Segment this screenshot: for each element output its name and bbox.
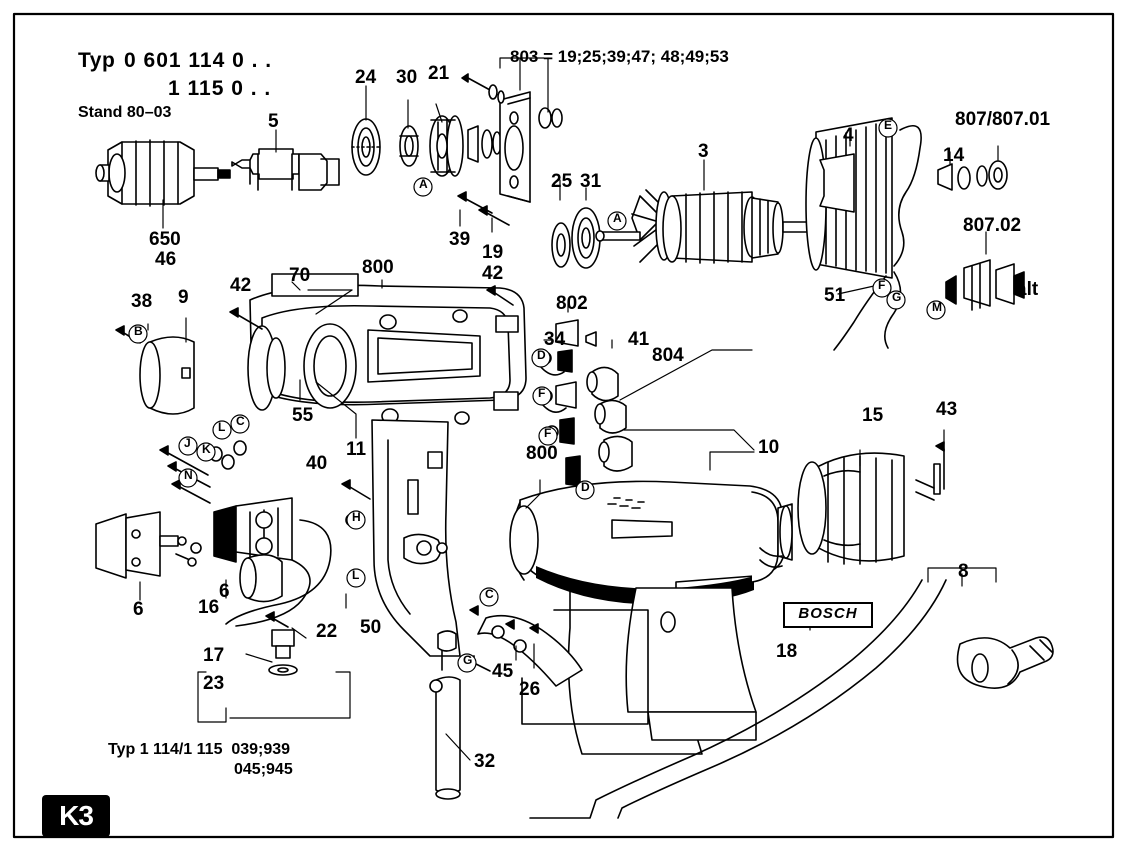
washer-30 xyxy=(400,126,418,166)
callout-9: 9 xyxy=(178,287,189,308)
field-coil-15 xyxy=(798,453,904,564)
callout-22: 22 xyxy=(316,621,338,642)
ref-letter-d2: C xyxy=(485,587,494,601)
brush-holder-807-02 xyxy=(946,260,1024,310)
callout-40: 40 xyxy=(306,453,328,474)
ref-letter-e2: D xyxy=(537,348,546,362)
callout-804: 804 xyxy=(652,345,684,366)
callout-5: 5 xyxy=(268,111,279,132)
sleeve-9 xyxy=(140,337,194,414)
footer-note-line-1: Typ 1 114/1 115 039;939 xyxy=(108,741,291,758)
ref-letter-h: H xyxy=(352,510,361,524)
callout-800-lower: 800 xyxy=(526,443,558,464)
callout-25: 25 xyxy=(551,171,573,192)
callout-15: 15 xyxy=(862,405,884,426)
callout-41: 41 xyxy=(628,329,650,350)
callout-46: 46 xyxy=(155,249,177,270)
ref-letter-g2: G xyxy=(463,653,473,667)
callout-14: 14 xyxy=(943,145,965,166)
ref-letter-a1: A xyxy=(419,177,428,191)
ref-letter-l2: L xyxy=(352,568,360,582)
callout-10: 10 xyxy=(758,437,780,458)
callout-17: 17 xyxy=(203,645,225,666)
ball-bearing-24 xyxy=(352,119,380,175)
callout-11: 11 xyxy=(346,439,367,460)
ref-letter-a2: A xyxy=(613,211,622,225)
stator-4 xyxy=(806,118,921,350)
callout-6-left: 6 xyxy=(133,599,144,620)
ref-letter-k: K xyxy=(202,442,211,456)
title-typ-prefix: Typ xyxy=(78,49,116,72)
bearing-25-31 xyxy=(552,208,600,268)
callout-45: 45 xyxy=(492,661,514,682)
callout-16: 16 xyxy=(198,597,220,618)
ref-letter-b: B xyxy=(134,324,143,338)
armature-3 xyxy=(596,190,811,263)
callout-31: 31 xyxy=(580,171,602,192)
bosch-nameplate: BOSCH xyxy=(783,602,873,628)
ref-letter-f3: F xyxy=(544,426,552,440)
callout-8: 8 xyxy=(958,561,969,582)
machine-number-2: 1 115 0 . . xyxy=(168,77,272,100)
callout-39: 39 xyxy=(449,229,471,250)
callout-6-mid: 6 xyxy=(219,581,230,602)
group-803-header: 803 = 19;25;39;47; 48;49;53 xyxy=(510,47,729,66)
ref-letter-f2: F xyxy=(538,386,546,400)
ref-letter-f1: F xyxy=(878,278,886,292)
callout-42-right: 42 xyxy=(482,263,504,284)
ref-letter-l1: L xyxy=(218,420,226,434)
callout-42-left: 42 xyxy=(230,275,252,296)
callout-23: 23 xyxy=(203,673,225,694)
ref-letter-c: C xyxy=(236,414,245,428)
screws-39 xyxy=(458,192,509,225)
callout-800-upper: 800 xyxy=(362,257,394,278)
callout-802: 802 xyxy=(556,293,588,314)
callout-807: 807/807.01 xyxy=(955,109,1051,130)
callout-650: 650 xyxy=(149,229,181,250)
callout-24: 24 xyxy=(355,67,377,88)
callout-19: 19 xyxy=(482,242,504,263)
callout-43: 43 xyxy=(936,399,958,420)
revision-stand: Stand 80–03 xyxy=(78,104,172,121)
ref-letter-g: G xyxy=(892,290,902,304)
callout-38: 38 xyxy=(131,291,153,312)
ref-letter-e: E xyxy=(884,118,893,132)
chuck-assembly xyxy=(96,140,230,206)
ref-letter-n: N xyxy=(184,468,193,482)
callout-70: 70 xyxy=(289,265,311,286)
callout-21: 21 xyxy=(428,63,450,84)
ref-letter-j: J xyxy=(184,436,191,450)
screws-43 xyxy=(916,442,944,500)
ref-letter-d: D xyxy=(581,480,590,494)
callout-30: 30 xyxy=(396,67,418,88)
callout-807-02: 807.02 xyxy=(963,215,1022,236)
callout-3: 3 xyxy=(698,141,709,162)
machine-number-1: 0 601 114 0 . . xyxy=(124,49,273,72)
callout-50: 50 xyxy=(360,617,382,638)
gear-housing-block xyxy=(500,92,530,202)
callout-4: 4 xyxy=(843,125,854,146)
collar-group-top xyxy=(468,126,501,162)
callout-51: 51 xyxy=(824,285,846,306)
gear-21 xyxy=(430,116,463,176)
callout-55: 55 xyxy=(292,405,314,426)
callout-34: 34 xyxy=(544,329,566,350)
callout-26: 26 xyxy=(519,679,541,700)
footer-note-line-2: 045;945 xyxy=(234,761,293,778)
spindle xyxy=(232,149,339,190)
sheet-code-badge: K3 xyxy=(42,795,110,837)
callout-32: 32 xyxy=(474,751,496,772)
ref-letter-m: M xyxy=(932,300,942,314)
callout-18: 18 xyxy=(776,641,798,662)
alt-note: alt xyxy=(1016,279,1039,300)
